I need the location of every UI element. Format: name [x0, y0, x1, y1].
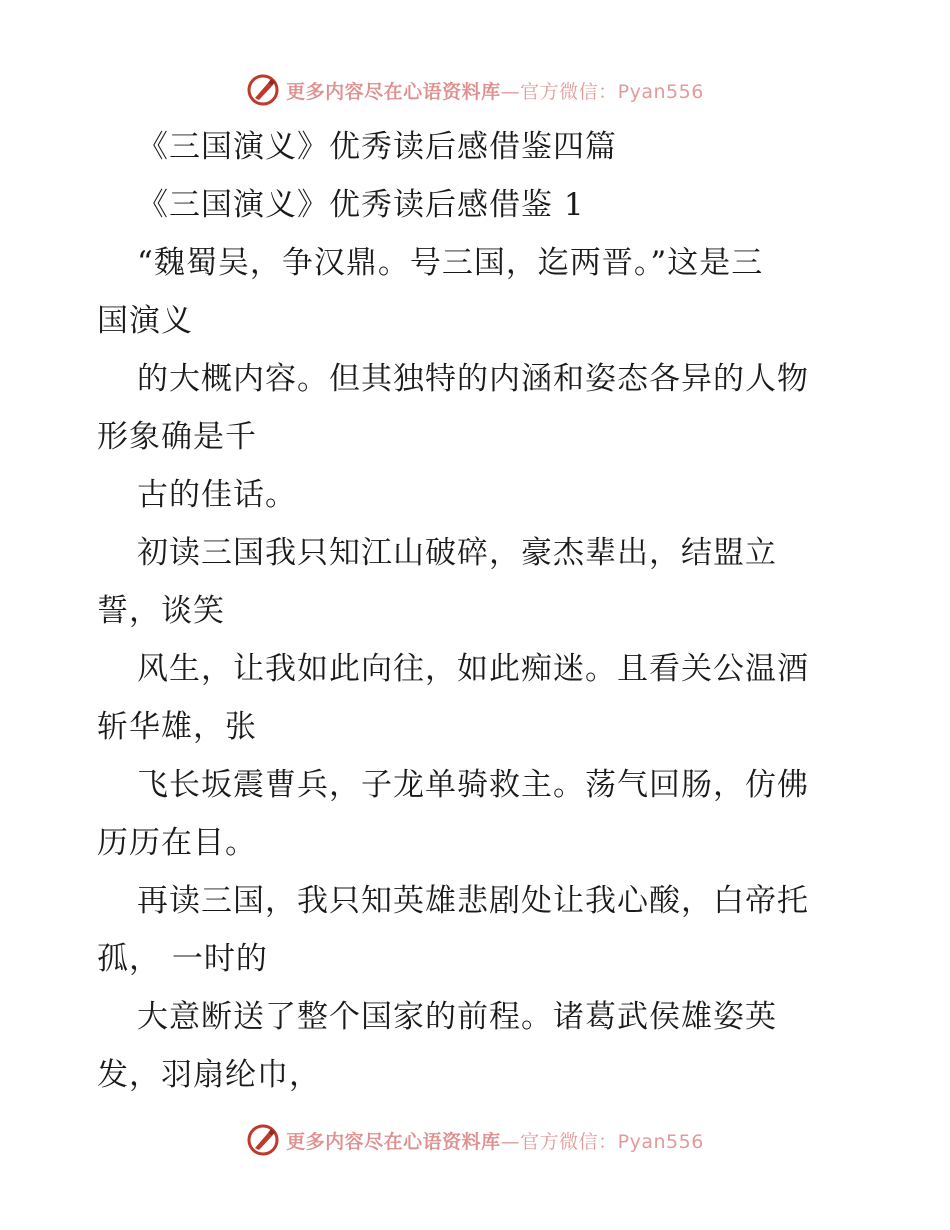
banner-text-main: 更多内容尽在心语资料库 — [286, 1130, 501, 1153]
banner-text — [286, 1127, 704, 1154]
document-body — [97, 118, 857, 1104]
text-line: 的大概内容。但其独特的内涵和姿态各异的人物 — [137, 361, 809, 397]
text-line: 历历在目。 — [97, 825, 257, 861]
footer-banner — [0, 1120, 950, 1160]
text-line: 发，羽扇纶巾， — [97, 1057, 321, 1093]
text-line: 国演义 — [97, 303, 193, 339]
text-line: “魏蜀吴，争汉鼎。号三国，迄两晋。”这是三 — [137, 245, 764, 281]
banner-text-rest: —官方微信：Pyan556 — [500, 1130, 704, 1153]
pen-logo-icon — [246, 73, 280, 107]
banner-text — [286, 77, 704, 104]
text-line: 飞长坂震曹兵，子龙单骑救主。荡气回肠，仿佛 — [137, 767, 809, 803]
text-line: 古的佳话。 — [137, 477, 297, 513]
text-line: 再读三国，我只知英雄悲剧处让我心酸，白帝托 — [137, 883, 809, 919]
text-line: 《三国演义》优秀读后感借鉴 1 — [137, 187, 585, 223]
text-line: 初读三国我只知江山破碎，豪杰辈出，结盟立 — [137, 535, 777, 571]
text-line: 孤， 一时的 — [97, 941, 268, 977]
text-line: 形象确是千 — [97, 419, 257, 455]
banner-text-rest: —官方微信：Pyan556 — [500, 80, 704, 103]
text-line: 《三国演义》优秀读后感借鉴四篇 — [137, 129, 617, 165]
text-line: 斩华雄，张 — [97, 709, 257, 745]
text-line: 风生，让我如此向往，如此痴迷。且看关公温酒 — [137, 651, 809, 687]
banner-text-main: 更多内容尽在心语资料库 — [286, 80, 501, 103]
header-banner — [0, 70, 950, 110]
pen-logo-icon — [246, 1123, 280, 1157]
text-line: 大意断送了整个国家的前程。诸葛武侯雄姿英 — [137, 999, 777, 1035]
text-line: 誓，谈笑 — [97, 593, 225, 629]
